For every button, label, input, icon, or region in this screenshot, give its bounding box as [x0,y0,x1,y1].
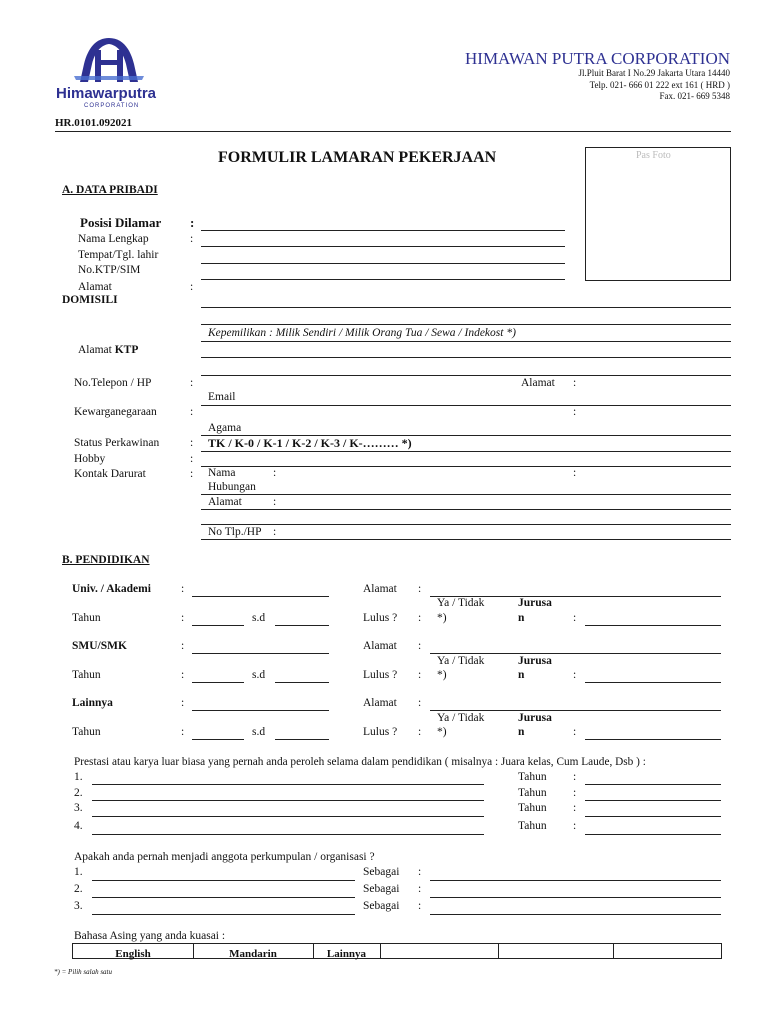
organisasi-intro: Apakah anda pernah menjadi anggota perkumpulan / organisasi ? [74,851,375,863]
field-jurusan[interactable] [585,625,721,626]
status-options[interactable]: TK / K-0 / K-1 / K-2 / K-3 / K-……… *) [208,436,412,450]
colon: : [573,467,577,479]
bahasa-intro: Bahasa Asing yang anda kuasai : [74,930,226,942]
label-status: Status Perkawinan [74,437,160,449]
label-lulus: Lulus ? [363,612,398,624]
colon: : [181,583,185,595]
section-a-heading: A. DATA PRIBADI [62,184,158,196]
field-jurusan[interactable] [585,682,721,683]
company-address: Jl.Pluit Barat I No.29 Jakarta Utara 14440 [578,68,730,78]
colon: : [273,467,277,479]
field-ttl[interactable] [201,263,565,264]
logo-subtext: CORPORATION [84,103,140,109]
field-alamat-ktp-2[interactable] [201,375,731,376]
field-tahun-to[interactable] [275,682,329,683]
bahasa-cell-english[interactable] [73,944,194,958]
field-sebagai[interactable] [430,880,721,881]
list-number: 1. [74,866,83,878]
label-jurusan: Jurusa [518,712,552,724]
field-hobby[interactable] [201,466,731,467]
label-nama: Nama Lengkap [78,233,149,245]
colon: : [418,726,422,738]
field-prestasi[interactable] [92,816,484,817]
field-domisili-3[interactable] [201,341,731,342]
field-edu-alamat[interactable] [430,710,721,711]
field-tahun-from[interactable] [192,739,244,740]
bahasa-cell-mandarin[interactable] [193,944,314,958]
colon: : [190,468,194,480]
label-ya-tidak: Ya / Tidak [437,712,485,724]
section-b-heading: B. PENDIDIKAN [62,554,150,566]
field-status[interactable] [201,451,731,452]
colon: : [418,640,422,652]
label-sd: s.d [252,726,266,738]
colon: : [418,900,422,912]
bahasa-mandarin: Mandarin [229,948,277,960]
label-ttl: Tempat/Tgl. lahir [78,249,159,261]
colon: : [418,883,422,895]
colon: : [190,281,194,293]
label-kontak: Kontak Darurat [74,468,146,480]
label-edu-level: Univ. / Akademi [72,583,151,595]
colon: : [190,437,194,449]
label-ya-tidak-note: *) [437,669,447,681]
list-number: 2. [74,787,83,799]
field-prestasi-tahun[interactable] [585,816,721,817]
colon: : [573,669,577,681]
field-sebagai[interactable] [430,914,721,915]
label-prestasi-tahun: Tahun [518,787,547,799]
field-prestasi[interactable] [92,834,484,835]
company-name: HIMAWAN PUTRA CORPORATION [465,49,730,68]
colon: : [190,406,194,418]
label-sd: s.d [252,612,266,624]
colon: : [190,233,194,245]
field-alamat-ktp-1[interactable] [201,357,731,358]
label-ya-tidak-note: *) [437,726,447,738]
photo-label: Pas Foto [636,150,671,161]
label-kontak-hubungan: Hubungan [208,481,256,493]
colon: : [573,820,577,832]
label-sebagai: Sebagai [363,900,400,912]
himawan-logo-icon [54,34,164,114]
bahasa-cell-extra-2[interactable] [498,944,614,958]
field-tahun-from[interactable] [192,625,244,626]
label-kontak-alamat: Alamat [208,496,242,508]
label-sebagai: Sebagai [363,883,400,895]
label-jurusan: Jurusa [518,655,552,667]
label-edu-alamat: Alamat [363,583,397,595]
colon: : [181,669,185,681]
colon: : [573,726,577,738]
colon: : [418,583,422,595]
label-ktp-sim: No.KTP/SIM [78,264,141,276]
label-edu-tahun: Tahun [72,612,101,624]
document-code: HR.0101.092021 [55,117,132,129]
photo-box[interactable] [585,147,731,281]
field-ktp-sim[interactable] [201,279,565,280]
label-jurusan-2: n [518,669,525,681]
colon: : [418,669,422,681]
label-posisi: Posisi Dilamar [80,215,162,230]
colon: : [181,612,185,624]
label-prestasi-tahun: Tahun [518,820,547,832]
label-edu-tahun: Tahun [72,726,101,738]
label-telepon: No.Telepon / HP [74,377,152,389]
colon: : [181,640,185,652]
label-sd: s.d [252,669,266,681]
label-agama: Agama [208,422,242,434]
colon: : [190,377,194,389]
label-jurusan-2: n [518,612,525,624]
field-prestasi[interactable] [92,784,484,785]
field-posisi[interactable] [201,230,565,231]
field-jurusan[interactable] [585,739,721,740]
bahasa-cell-extra-3[interactable] [613,944,721,958]
field-kontak-alamat-1[interactable] [201,509,731,510]
label-lulus: Lulus ? [363,669,398,681]
label-ya-tidak: Ya / Tidak [437,597,485,609]
field-kontak-tlp[interactable] [201,539,731,540]
bahasa-table [72,943,722,959]
bahasa-lainnya: Lainnya [326,948,367,960]
field-organisasi[interactable] [92,914,355,915]
label-jurusan-2: n [518,726,525,738]
list-number: 1. [74,771,83,783]
colon: : [273,496,277,508]
field-edu-name[interactable] [192,710,329,711]
label-edu-level: Lainnya [72,697,113,709]
label-prestasi-tahun: Tahun [518,802,547,814]
label-alamat-email-2: Email [208,391,236,403]
field-prestasi[interactable] [92,800,484,801]
field-edu-alamat[interactable] [430,653,721,654]
colon: : [181,697,185,709]
field-prestasi-tahun[interactable] [585,800,721,801]
colon: : [573,802,577,814]
field-tahun-to[interactable] [275,625,329,626]
field-kontak-nama[interactable] [201,494,731,495]
bahasa-english: English [115,948,151,960]
colon: : [418,866,422,878]
colon: : [273,526,277,538]
colon: : [418,612,422,624]
list-number: 3. [74,802,83,814]
label-ya-tidak-note: *) [437,612,447,624]
bahasa-cell-lainnya[interactable] [313,944,381,958]
field-domisili-1[interactable] [201,307,731,308]
label-alamat: Alamat [78,281,112,293]
header-rule [55,131,731,132]
prestasi-intro: Prestasi atau karya luar biasa yang pernah anda peroleh selama dalam pendidikan ( misalnya : Juara kelas, Cum Laude, Dsb ) : [74,756,646,768]
label-prestasi-tahun: Tahun [518,771,547,783]
field-sebagai[interactable] [430,897,721,898]
label-edu-level: SMU/SMK [72,640,127,652]
field-tahun-from[interactable] [192,682,244,683]
list-number: 2. [74,883,83,895]
colon: : [573,612,577,624]
colon: : [573,406,577,418]
list-number: 4. [74,820,83,832]
label-alamat-ktp-prefix: Alamat [78,344,112,356]
label-kewarganegaraan: Kewarganegaraan [74,406,157,418]
colon: : [573,771,577,783]
kepemilikan-options[interactable]: Kepemilikan : Milik Sendiri / Milik Orang Tua / Sewa / Indekost *) [208,327,516,339]
list-number: 3. [74,900,83,912]
company-logo [54,34,164,114]
field-edu-name[interactable] [192,653,329,654]
label-kontak-nama: Nama [208,467,236,479]
colon: : [181,726,185,738]
label-alamat-ktp-bold: KTP [114,344,139,356]
label-alamat-ktp [78,345,138,357]
label-domisili: DOMISILI [62,294,118,306]
company-fax: Fax. 021- 669 5348 [659,91,730,101]
field-tahun-to[interactable] [275,739,329,740]
bahasa-cell-extra-1[interactable] [380,944,499,958]
field-domisili-2[interactable] [201,324,731,325]
page-title: FORMULIR LAMARAN PEKERJAAN [218,149,497,166]
field-edu-name[interactable] [192,596,329,597]
label-edu-tahun: Tahun [72,669,101,681]
company-phone: Telp. 021- 666 01 222 ext 161 ( HRD ) [589,80,730,90]
colon: : [573,787,577,799]
label-ya-tidak: Ya / Tidak [437,655,485,667]
label-edu-alamat: Alamat [363,640,397,652]
field-prestasi-tahun[interactable] [585,784,721,785]
field-prestasi-tahun[interactable] [585,834,721,835]
field-nama[interactable] [201,246,565,247]
colon: : [418,697,422,709]
label-jurusan: Jurusa [518,597,552,609]
label-hobby: Hobby [74,453,106,465]
colon: : [190,215,195,230]
field-organisasi[interactable] [92,880,355,881]
label-edu-alamat: Alamat [363,697,397,709]
footnote: *) = Pilih salah satu [54,968,113,976]
label-sebagai: Sebagai [363,866,400,878]
field-telepon-email[interactable] [201,405,731,406]
label-lulus: Lulus ? [363,726,398,738]
colon: : [190,453,194,465]
label-alamat-email-1: Alamat [521,377,555,389]
field-organisasi[interactable] [92,897,355,898]
logo-wordmark: Himawarputra [56,85,157,102]
colon: : [573,377,577,389]
field-kontak-alamat-2[interactable] [201,524,731,525]
label-kontak-tlp: No Tlp./HP [208,526,262,538]
